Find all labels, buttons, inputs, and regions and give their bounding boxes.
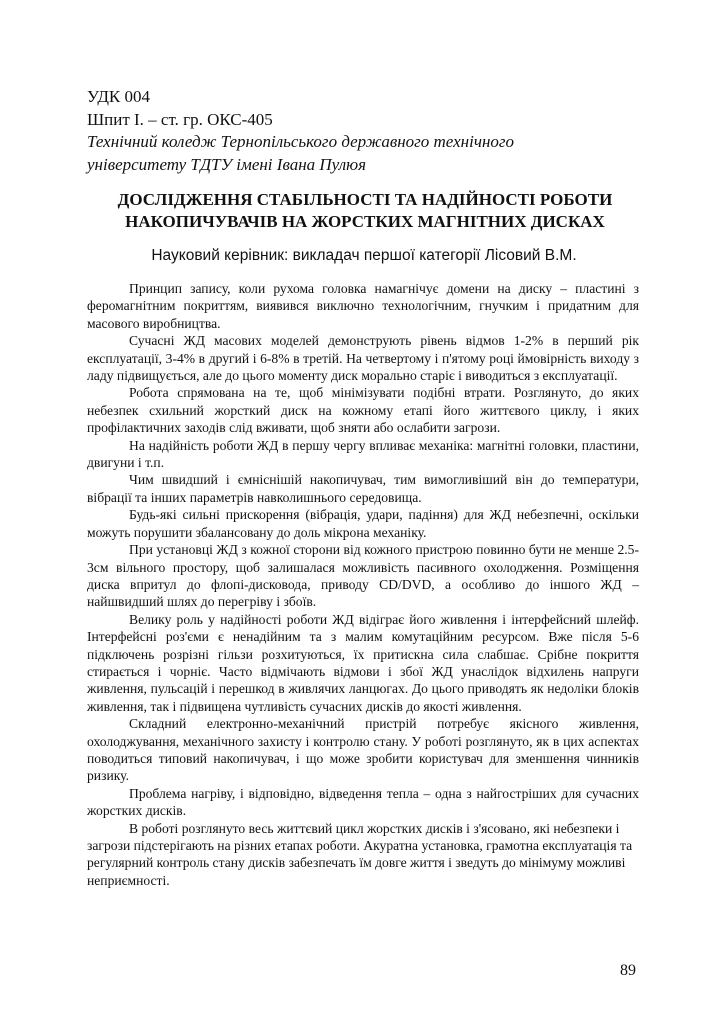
supervisor-line: Науковий керівник: викладач першої категорії Лісовий В.М.: [151, 247, 577, 264]
paragraph: При установці ЖД з кожної сторони від кожного пристрою повинно бути не менше 2.5-3см вільного простору, щоб залишалася можливість пасивного охолодження. Розміщення диска впритул до флопі-дисковода, приводу CD/DVD, а особливо до іншого ЖД – найшвидший шлях до перегріву і збоїв.: [87, 542, 639, 610]
body-text: [87, 280, 639, 889]
paragraph: Сучасні ЖД масових моделей демонструють рівень відмов 1-2% в перший рік експлуатації, 3-4% в другий і 6-8% в третій. На четвертому і п'ятому році ймовірність виходу з ладу підвищується, але до цього моменту диск морально старіє і виводиться з експлуатації.: [87, 333, 639, 384]
author-line: Шпит І. – ст. гр. ОКС-405: [87, 109, 273, 129]
paragraph: Будь-які сильні прискорення (вібрація, удари, падіння) для ЖД небезпечні, оскільки можуть порушити збалансовану до доль мікрона механіку.: [87, 507, 639, 540]
paragraph: Принцип запису, коли рухома головка намагнічує домени на диску – пластині з феромагнітним покриттям, виявився виключно технологічним, гнучким і придатним для масового виробництва.: [87, 281, 639, 331]
paragraph: Чим швидший і ємніснішій накопичувач, тим вимогливіший він до температури, вібрації та інших параметрів навколишнього середовища.: [87, 472, 639, 505]
paper-title: [60, 189, 670, 233]
title-line-1: ДОСЛІДЖЕННЯ СТАБІЛЬНОСТІ ТА НАДІЙНОСТІ РОБОТИ: [117, 190, 613, 209]
paragraph: В роботі розглянуто весь життєвий цикл жорстких дисків і з'ясовано, які небезпеки і загрози підстерігають на різних етапах роботи. Акуратна установка, грамотна експлуатація та регулярний контроль стану дисків забезпечать їм довге життя і зведуть до мінімуму можливі неприємності.: [87, 820, 633, 888]
paragraph: Складний електронно-механічний пристрій потребує якісного живлення, охолоджування, механічного захисту і контролю стану. У роботі розглянуто, як в цих аспектах поводиться типовий накопичувач, і що може зробити користувач для зменшення чинників ризику.: [87, 716, 639, 784]
page-number: 89: [620, 962, 636, 979]
header-block: [87, 86, 514, 176]
affiliation-line-2: університету ТДТУ імені Івана Пулюя: [87, 154, 367, 174]
paragraph: Проблема нагріву, і відповідно, відведення тепла – одна з найгостріших для сучасних жорстких дисків.: [87, 785, 639, 819]
title-line-2: НАКОПИЧУВАЧІВ НА ЖОРСТКИХ МАГНІТНИХ ДИСКАХ: [125, 212, 605, 231]
affiliation-line-1: Технічний коледж Тернопільського державного технічного: [87, 132, 515, 151]
paragraph: На надійність роботи ЖД в першу чергу впливає механіка: магнітні головки, пластини, двигуни і т.п.: [87, 437, 639, 471]
paragraph: Робота спрямована на те, щоб мінімізувати подібні втрати. Розглянуто, до яких небезпек схильний жорсткий диск на кожному етапі його життєвого циклу, і яких профілактичних заходів слід вживати, щоб зняти або ослабити загрози.: [87, 385, 639, 436]
paragraph: Велику роль у надійності роботи ЖД відіграє його живлення і інтерфейсний шлейф. Інтерфейсні роз'єми є ненадійним та з малим комутаційним ресурсом. Вже після 5-6 підключень розрізні гільзи розхитуються, їх притискна сила слабшає. Срібне покриття стирається і чорніє. Часто відмічають відмови і збої ЖД унаслідок відхилень напруги живлення, пульсацій і перешкод в живлячих ланцюгах. До цього приводять як недоліки блоків живлення, так і підвищена чутливість сучасних дисків до якості живлення.: [87, 611, 639, 714]
udk-code: УДК 004: [87, 87, 151, 106]
